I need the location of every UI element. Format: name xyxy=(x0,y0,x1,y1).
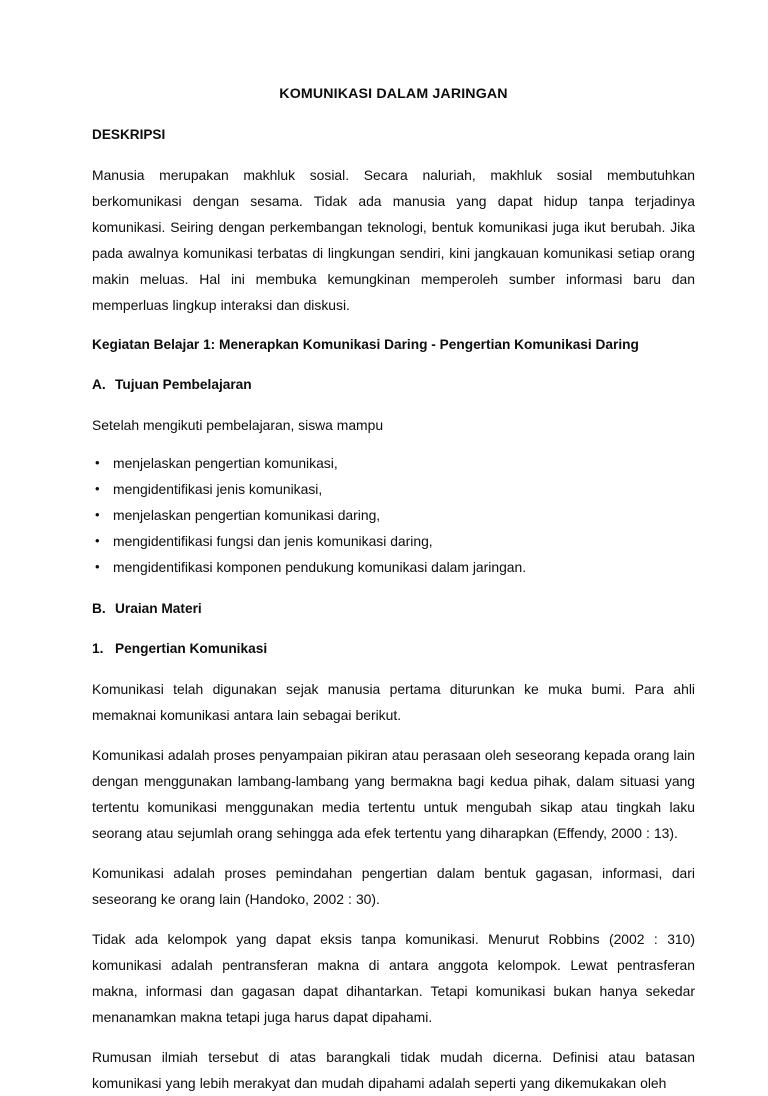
list-item-text: mengidentifikasi fungsi dan jenis komunikasi daring, xyxy=(113,533,433,550)
list-item xyxy=(92,476,695,502)
section-a-label: Tujuan Pembelajaran xyxy=(115,377,252,393)
bullet-icon: • xyxy=(95,533,100,549)
activity-heading: Kegiatan Belajar 1: Menerapkan Komunikasi Daring - Pengertian Komunikasi Daring xyxy=(92,337,639,353)
bullet-icon: • xyxy=(95,481,100,497)
body-paragraph: Komunikasi telah digunakan sejak manusia pertama diturunkan ke muka bumi. Para ahli memaknai komunikasi antara lain sebagai berikut. xyxy=(92,681,695,724)
objectives-list xyxy=(92,450,695,580)
list-item-text: menjelaskan pengertian komunikasi daring, xyxy=(113,507,381,524)
body-paragraph: Tidak ada kelompok yang dapat eksis tanpa komunikasi. Menurut Robbins (2002 : 310) komunikasi adalah pentransferan makna di antara anggota kelompok. Lewat pentrasferan makna, informasi dan gagasan dapat dihantarkan. Tetapi komunikasi bukan hanya sekedar menanamkan makna tetapi juga harus dapat dipahami. xyxy=(92,931,695,1026)
page-title: KOMUNIKASI DALAM JARINGAN xyxy=(279,86,508,102)
section-a-marker: A. xyxy=(92,377,106,393)
list-item-text: menjelaskan pengertian komunikasi, xyxy=(113,455,338,472)
subsection-1-heading xyxy=(92,636,695,662)
list-item-text: mengidentifikasi komponen pendukung komunikasi dalam jaringan. xyxy=(113,559,527,576)
section-a-heading xyxy=(92,372,695,398)
section-b-heading xyxy=(92,596,695,622)
list-item xyxy=(92,502,695,528)
bullet-icon: • xyxy=(95,559,100,575)
list-item-text: mengidentifikasi jenis komunikasi, xyxy=(113,481,323,498)
subsection-1-label: Pengertian Komunikasi xyxy=(115,641,268,657)
list-item xyxy=(92,450,695,476)
section-b-label: Uraian Materi xyxy=(115,601,202,617)
bullet-icon: • xyxy=(95,455,100,471)
subsection-1-marker: 1. xyxy=(92,641,104,657)
objectives-lead-in: Setelah mengikuti pembelajaran, siswa mampu xyxy=(92,417,384,434)
list-item xyxy=(92,554,695,580)
intro-paragraph: Manusia merupakan makhluk sosial. Secara naluriah, makhluk sosial membutuhkan berkomunikasi dengan sesama. Tidak ada manusia yang dapat hidup tanpa terjadinya komunikasi. Seiring dengan perkembangan teknologi, bentuk komunikasi juga ikut berubah. Jika pada awalnya komunikasi terbatas di lingkungan sendiri, kini jangkauan komunikasi setiap orang makin meluas. Hal ini membuka kemungkinan memperoleh sumber informasi baru dan memperluas lingkup interaksi dan diskusi. xyxy=(92,167,695,314)
list-item xyxy=(92,528,695,554)
description-heading: DESKRIPSI xyxy=(92,127,166,143)
body-paragraph: Rumusan ilmiah tersebut di atas barangkali tidak mudah dicerna. Definisi atau batasan komunikasi yang lebih merakyat dan mudah dipahami adalah seperti yang dikemukakan oleh xyxy=(92,1049,695,1092)
section-b-marker: B. xyxy=(92,601,106,617)
body-paragraph: Komunikasi adalah proses penyampaian pikiran atau perasaan oleh seseorang kepada orang lain dengan menggunakan lambang-lambang yang bermakna bagi kedua pihak, dalam situasi yang tertentu komunikasi menggunakan media tertentu untuk mengubah sikap atau tingkah laku seorang atau sejumlah orang sehingga ada efek tertentu yang diharapkan (Effendy, 2000 : 13). xyxy=(92,747,695,842)
bullet-icon: • xyxy=(95,507,100,523)
body-paragraph: Komunikasi adalah proses pemindahan pengertian dalam bentuk gagasan, informasi, dari seseorang ke orang lain (Handoko, 2002 : 30). xyxy=(92,865,695,908)
